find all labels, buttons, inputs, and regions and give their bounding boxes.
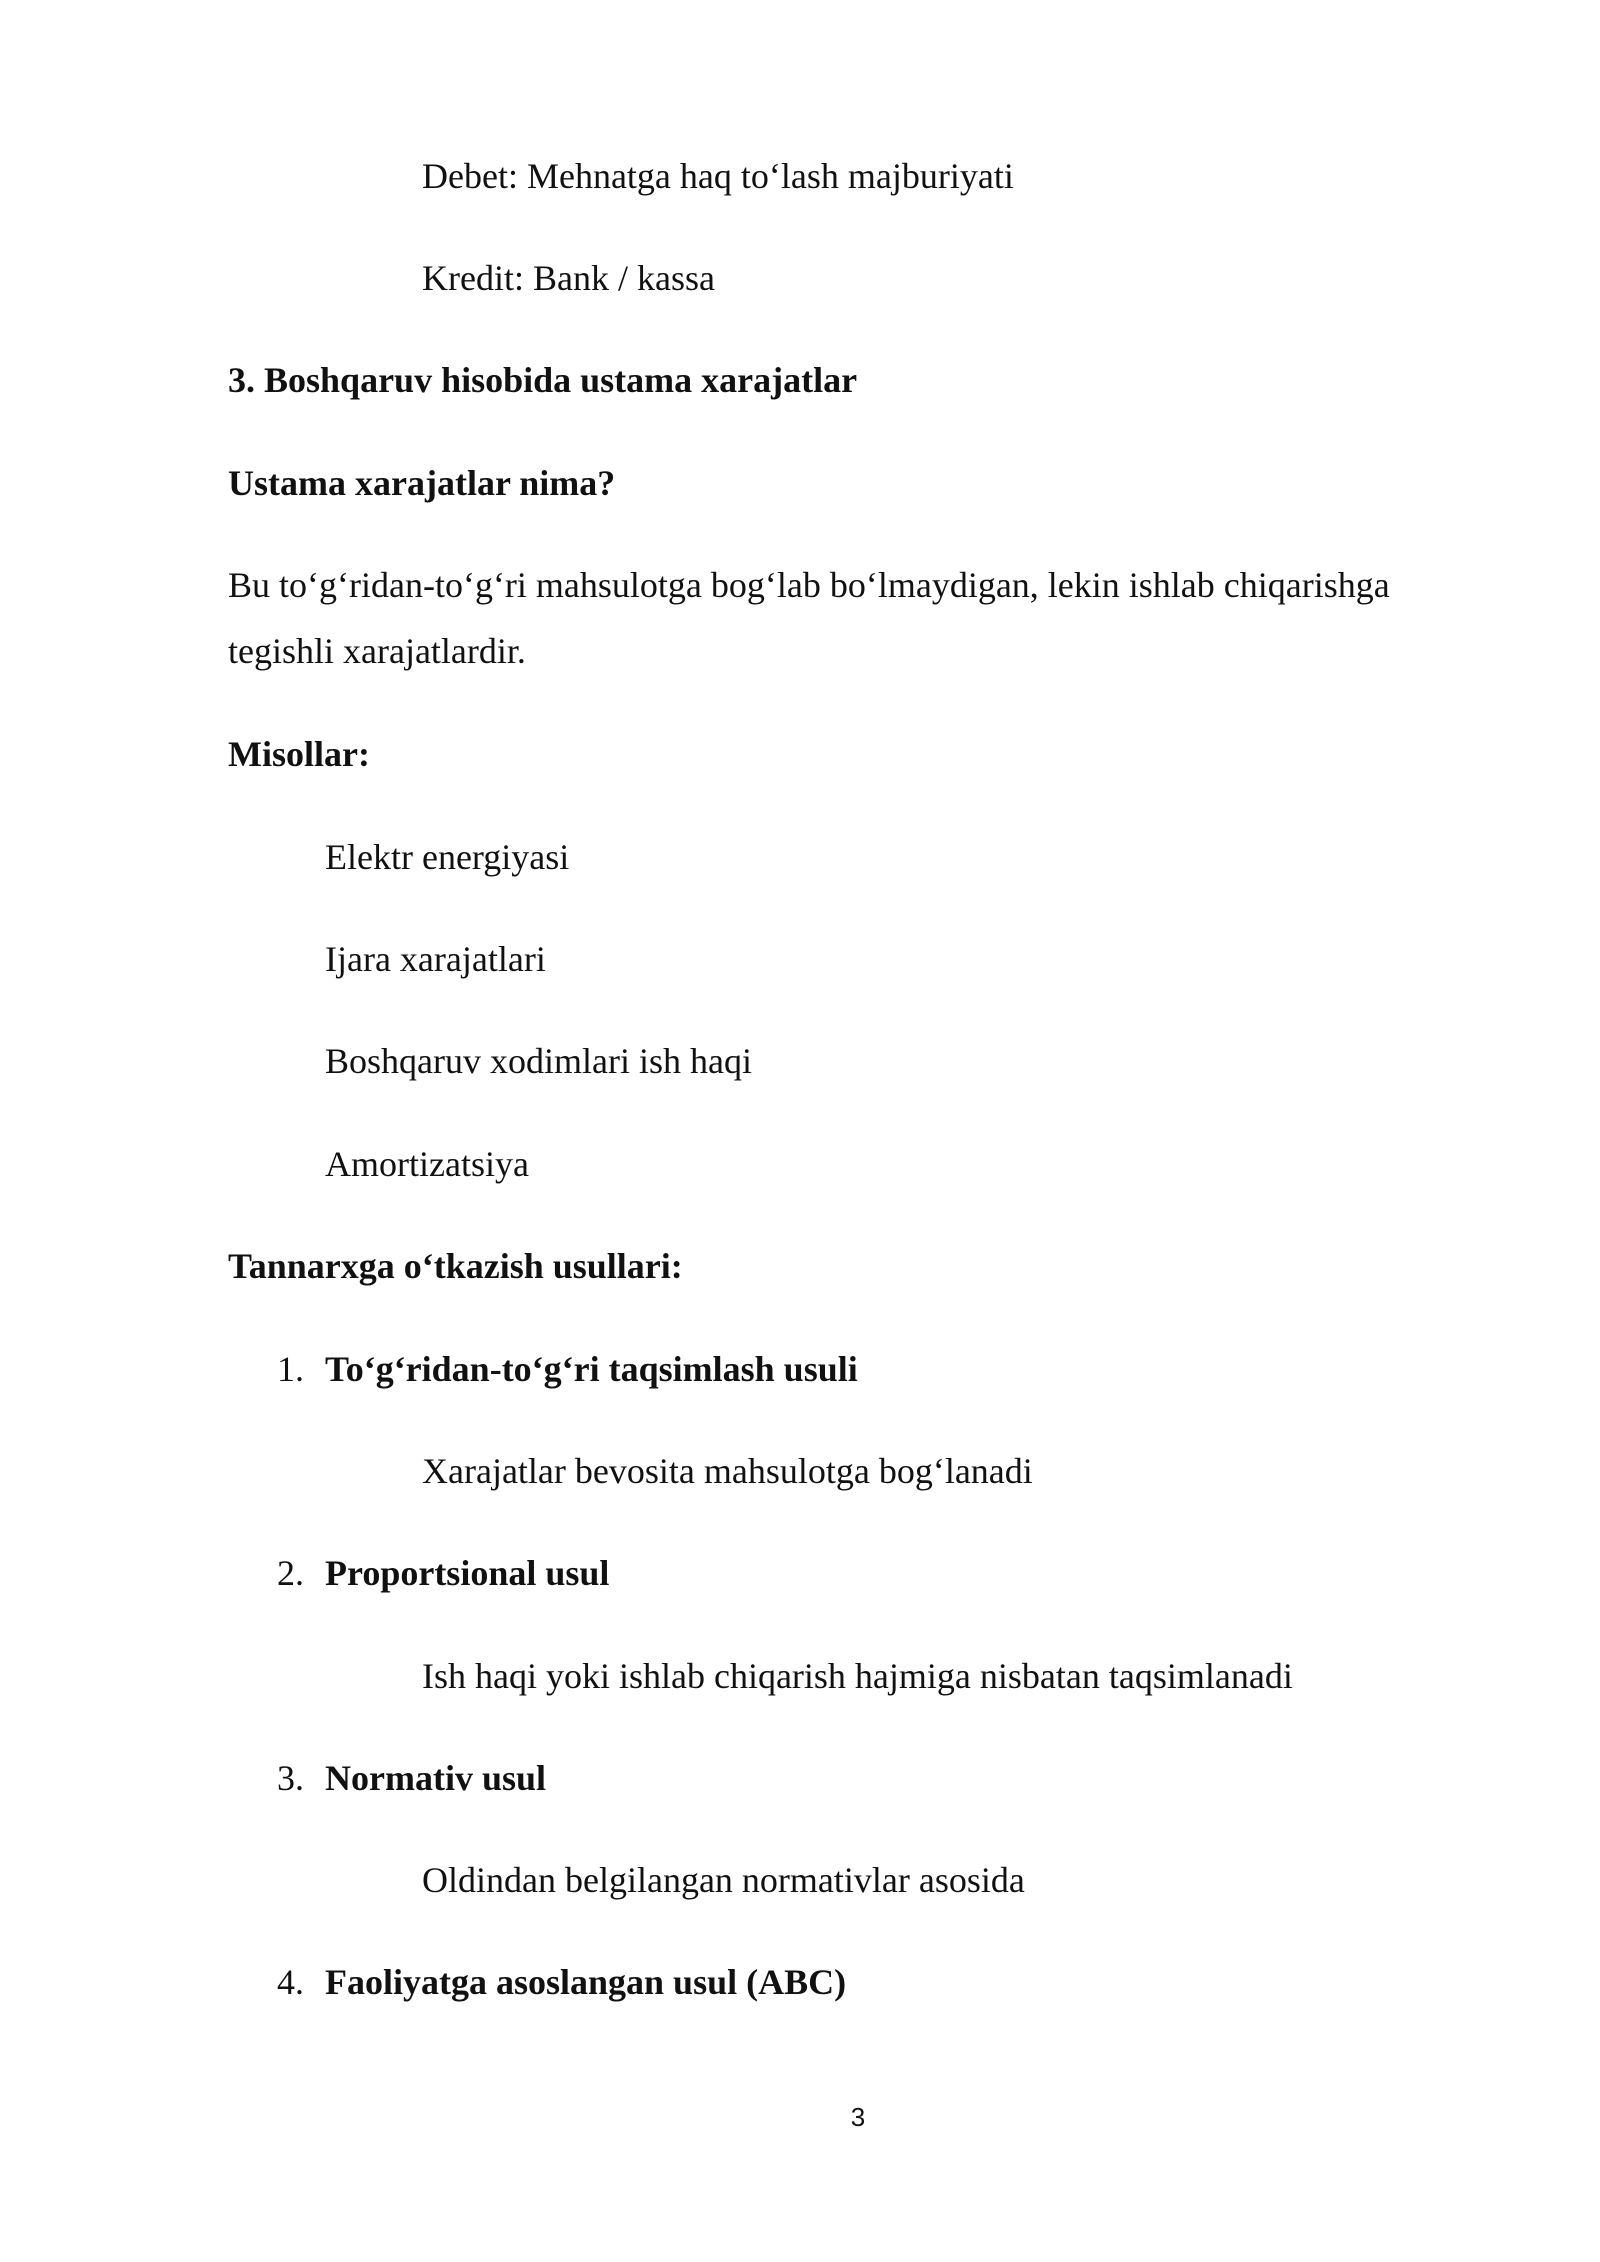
method-title: To‘g‘ridan-to‘g‘ri taqsimlash usuli [325,1349,858,1389]
method-description: Xarajatlar bevosita mahsulotga bog‘lanadi [422,1451,1033,1491]
example-item: Ijara xarajatlari [325,939,546,979]
method-number: 3. [277,1758,304,1798]
method-title: Proportsional usul [325,1553,610,1593]
example-item: Boshqaruv xodimlari ish haqi [325,1041,752,1081]
method-description: Ish haqi yoki ishlab chiqarish hajmiga nisbatan taqsimlanadi [422,1656,1293,1696]
method-description: Oldindan belgilangan normativlar asosida [422,1860,1025,1900]
credit-entry: Kredit: Bank / kassa [422,258,715,298]
method-number: 1. [277,1349,304,1389]
examples-heading: Misollar: [228,734,370,774]
definition-paragraph: Bu to‘g‘ridan-to‘g‘ri mahsulotga bog‘lab bo‘lmaydigan, lekin ishlab chiqarishga tegishli xarajatlardir. [228,565,1390,671]
methods-heading: Tannarxga o‘tkazish usullari: [228,1246,683,1286]
debit-entry: Debet: Mehnatga haq to‘lash majburiyati [422,156,1014,196]
question-heading: Ustama xarajatlar nima? [228,463,616,503]
method-number: 2. [277,1553,304,1593]
method-number: 4. [277,1962,304,2002]
section-heading: 3. Boshqaruv hisobida ustama xarajatlar [228,360,858,400]
page-number: 3 [850,2102,866,2132]
method-title: Faoliyatga asoslangan usul (ABC) [325,1962,847,2002]
method-title: Normativ usul [325,1758,547,1798]
example-item: Elektr energiyasi [325,837,570,877]
example-item: Amortizatsiya [325,1144,529,1184]
